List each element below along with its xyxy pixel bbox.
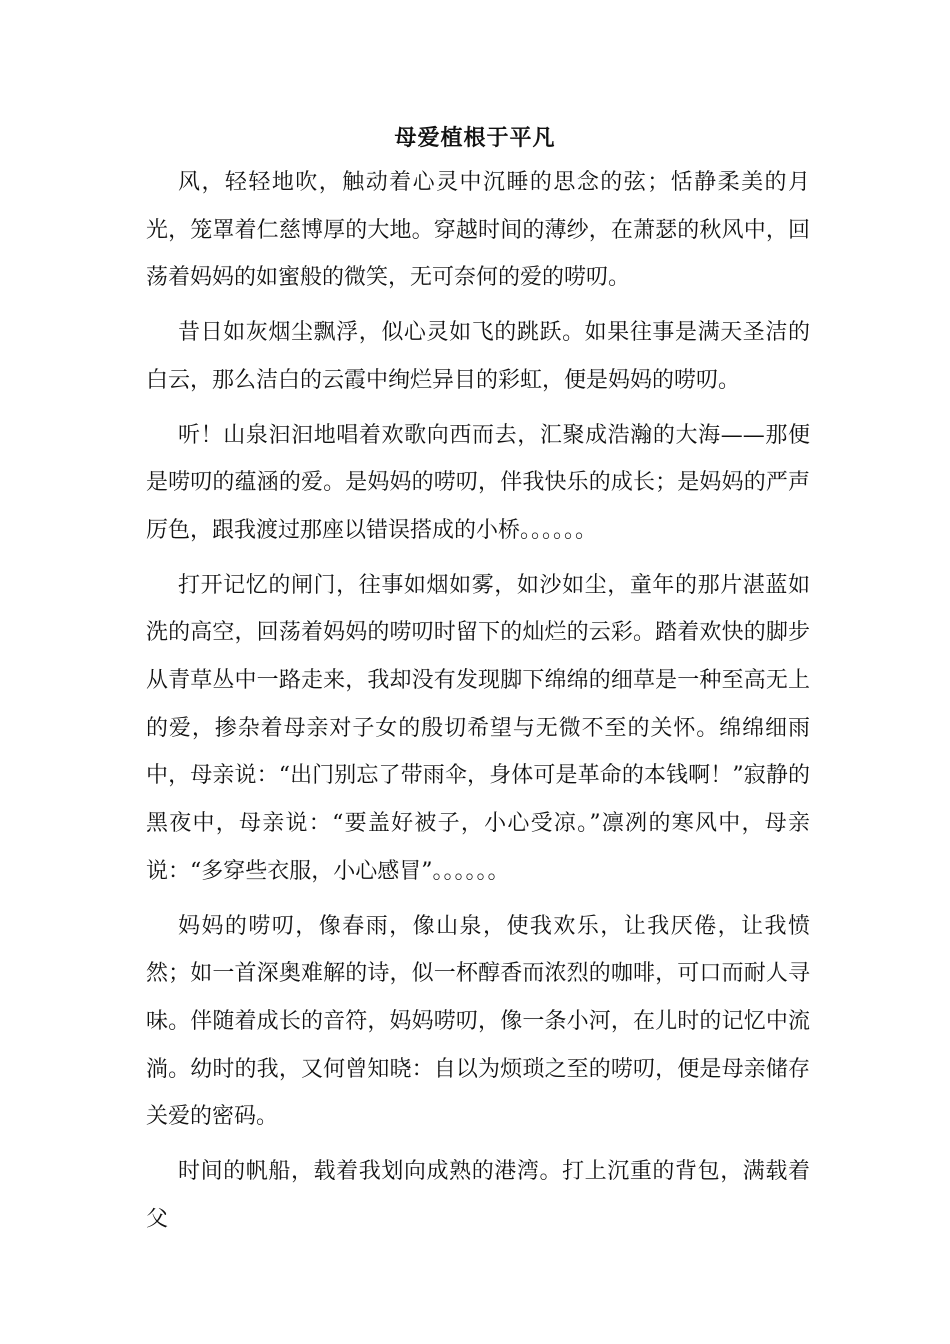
paragraph: 打开记忆的闸门，往事如烟如雾，如沙如尘，童年的那片湛蓝如洗的高空，回荡着妈妈的唠叨时留下的灿烂的云彩。踏着欢快的脚步从青草丛中一路走来，我却没有发现脚下绵绵的细草是一种至高无上的爱，掺杂着母亲对子女的殷切希望与无微不至的关怀。绵绵细雨中，母亲说：“出门别忘了带雨伞，身体可是革命的本钱啊！”寂静的黑夜中，母亲说：“要盖好被子，小心受凉。”凛冽的寒风中，母亲说：“多穿些衣服，小心感冒”。。。。。。 (146, 572, 810, 884)
document-body (146, 159, 810, 1250)
paragraph: 昔日如灰烟尘飘浮，似心灵如飞的跳跃。如果往事是满天圣洁的白云，那么洁白的云霞中绚烂异目的彩虹，便是妈妈的唠叨。 (146, 320, 810, 393)
paragraph: 时间的帆船，载着我划向成熟的港湾。打上沉重的背包，满载着父 (146, 1159, 810, 1232)
paragraph: 妈妈的唠叨，像春雨，像山泉，使我欢乐，让我厌倦，让我愤然；如一首深奥难解的诗，似一杯醇香而浓烈的咖啡，可口而耐人寻味。伴随着成长的音符，妈妈唠叨，像一条小河，在儿时的记忆中流淌。幼时的我，又何曾知晓：自以为烦琐之至的唠叨，便是母亲储存关爱的密码。 (146, 913, 810, 1130)
paragraph: 风，轻轻地吹，触动着心灵中沉睡的思念的弦；恬静柔美的月光，笼罩着仁慈博厚的大地。穿越时间的薄纱，在萧瑟的秋风中，回荡着妈妈的如蜜般的微笑，无可奈何的爱的唠叨。 (146, 170, 810, 291)
paragraph: 听！山泉汩汩地唱着欢歌向西而去，汇聚成浩瀚的大海——那便是唠叨的蕴涵的爱。是妈妈的唠叨，伴我快乐的成长；是妈妈的严声厉色，跟我渡过那座以错误搭成的小桥。。。。。。 (146, 422, 810, 543)
document-title: 母爱植根于平凡 (394, 125, 556, 151)
